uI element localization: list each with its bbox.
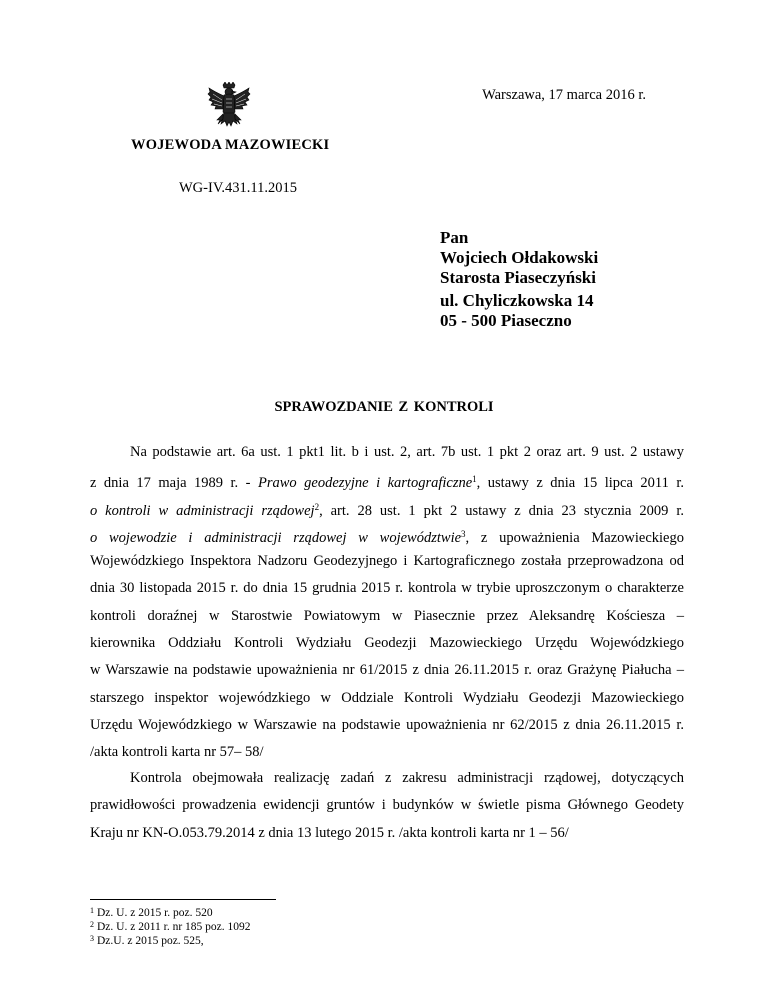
text-line: Kontrola obejmowała realizację zadań z zakresu administracji rządowej, dotyczących (130, 770, 684, 786)
text-line: o wojewodzie i administracji rządowej w województwie$^3$, z upoważnienia Mazowieckiego (90, 528, 684, 546)
text-line: o kontroli w administracji rządowej$^2$, art. 28 ust. 1 pkt 2 ustawy z dnia 23 stycznia 2009 r. (90, 501, 684, 519)
recipient-city: 05 - 500 Piaseczno (440, 311, 572, 330)
text-line: Urzędu Wojewódzkiego w Warszawie na podstawie upoważnienia nr 62/2015 z dnia 26.11.2015 r. (90, 716, 684, 733)
office-name: WOJEWODA MAZOWIECKI (131, 137, 330, 153)
reference-number: WG-IV.431.11.2015 (179, 180, 298, 196)
text-line: kontroli doraźnej w Starostwie Powiatowym w Piasecznie przez Aleksandrę Kościesza – (90, 607, 684, 624)
recipient-position: Starosta Piaseczyński (440, 268, 596, 287)
footnote-1: $^1$ Dz. U. z 2015 r. poz. 520 (90, 906, 213, 919)
footnote-2: $^2$ Dz. U. z 2011 r. nr 185 poz. 1092 (90, 920, 251, 933)
paragraph-scope (90, 765, 684, 847)
text-line: Na podstawie art. 6a ust. 1 pkt1 lit. b i ust. 2, art. 7b ust. 1 pkt 2 oraz art. 9 ust. 2 ustawy (130, 444, 684, 460)
text-line: /akta kontroli karta nr 57– 58/ (90, 744, 264, 761)
paragraph-legal-basis (90, 439, 684, 767)
text-line: z dnia 17 maja 1989 r. - Prawo geodezyjne i kartograficzne$^1$, ustawy z dnia 15 lipca 2011 r. (90, 474, 685, 492)
text-line: dnia 30 listopada 2015 r. do dnia 15 grudnia 2015 r. kontrola w trybie uproszczonym o charakterze (90, 580, 684, 597)
text-line: w Warszawie na podstawie upoważnienia nr 61/2015 z dnia 26.11.2015 r. oraz Grażynę Piałucha – (90, 662, 684, 679)
recipient-salutation: Pan (440, 228, 469, 247)
document-title: SPRAWOZDANIE Z KONTROLI (274, 399, 494, 415)
text-line: kierownika Oddziału Kontroli Wydziału Geodezji Mazowieckiego Urzędu Wojewódzkiego (90, 635, 684, 652)
recipient-address (440, 291, 594, 331)
eagle-emblem-icon (207, 82, 251, 134)
footnote-separator (90, 899, 276, 900)
recipient-name: Wojciech Ołdakowski (440, 248, 599, 267)
text-line: starszego inspektor wojewódzkiego w Oddziale Kontroli Wydziału Geodezji Mazowieckiego (90, 689, 684, 706)
recipient-block (440, 228, 598, 288)
place-date: Warszawa, 17 marca 2016 r. (482, 87, 646, 103)
text-line: Wojewódzkiego Inspektora Nadzoru Geodezyjnego i Kartograficznego została przeprowadzona od (90, 553, 684, 570)
text-line: prawidłowości prowadzenia ewidencji gruntów i budynków w świetle pisma Głównego Geodety (90, 797, 684, 814)
text-line: Kraju nr KN-O.053.79.2014 z dnia 13 lutego 2015 r. /akta kontroli karta nr 1 – 56/ (90, 824, 569, 841)
footnote-3: $^3$ Dz.U. z 2015 poz. 525, (90, 934, 204, 947)
recipient-street: ul. Chyliczkowska 14 (440, 291, 594, 310)
